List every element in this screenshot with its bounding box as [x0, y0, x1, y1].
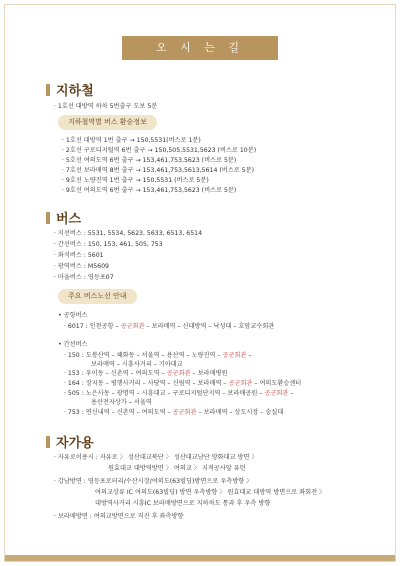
subway-transfer-line: · 9호선 여의도역 6번 출구 → 153,461,753,5623 (버스로 5분)	[62, 187, 237, 194]
subway-main-line: · 1호선 대방역 하차 5번출구 도보 5분	[54, 103, 158, 110]
airport-bus-route	[64, 321, 274, 330]
bus-line: · 광역버스 : M5609	[54, 263, 109, 270]
trunk-bus-route	[64, 378, 301, 387]
route-highlight: 공군회관	[264, 390, 289, 397]
route-text: · 153 : 우이동 – 신촌역 – 여의도역 –	[64, 370, 167, 377]
route-text: · 505 : 노은사동 – 광명역 – 시흥대교 – 구로디지털단지역 – 보라매공원 –	[64, 390, 265, 397]
bus-line: · 지선버스 : 5531, 5534, 5623, 5633, 6513, 6514	[54, 230, 203, 237]
trunk-bus-route	[91, 397, 152, 406]
subway-transfer-line: · 5호선 여의도역 6번 출구 → 153,461,753,5623 (버스로 5분)	[62, 157, 237, 164]
car-route-line: 대방역사거리 시흥IC 보라매방면으로 지하차도 통과 후 우측 방향	[95, 500, 271, 507]
route-text: – 여의도환승센터	[252, 380, 302, 387]
trunk-bus-route	[91, 359, 183, 368]
subway-heading	[46, 80, 94, 99]
section-marker-icon	[46, 84, 50, 96]
bus-line: · 마을버스 : 영등포07	[54, 274, 114, 281]
route-highlight: 공군회관	[120, 323, 145, 330]
trunk-bus-route	[64, 350, 252, 359]
car-route-line: 여의교상류 IC 여의도(63빌딩) 방면 우측방향 〉 원효대교 대방역 방면으로 좌회전 〉	[95, 489, 326, 496]
route-text: –	[246, 352, 252, 359]
subway-transfer-line: · 1호선 대방역 1번 출구 → 150,5531(버스로 1분)	[62, 137, 201, 144]
car-heading	[46, 432, 94, 451]
trunk-bus-route	[64, 388, 293, 397]
airport-bus-heading: • 공항버스	[58, 312, 88, 319]
car-route-line: · 강남방면 : 영등포로터리/수산시장/여의도(63빌딩)방면으로 우측방향 〉	[54, 478, 253, 485]
trunk-bus-route	[64, 368, 227, 377]
car-route-line: · 보라매방면 : 여의교방면으로 직진 후 좌측방향	[54, 513, 184, 520]
bus-line: · 좌석버스 : 5601	[54, 252, 104, 259]
route-text: –	[288, 390, 294, 397]
subway-heading-text: 지하철	[56, 84, 94, 99]
bus-route-label: 주요 버스노선 안내	[58, 289, 137, 304]
route-text: · 164 : 장지동 – 평행사거리 – 사당역 – 신림역 – 보라매역 –	[64, 380, 229, 387]
trunk-bus-heading: • 간선버스	[58, 341, 88, 348]
bus-heading-text: 버스	[56, 212, 82, 227]
car-route-line: · 자유로이용시 : 자유로 〉 성산대교북단 〉 성산대교남단 양화대교 방면 〉	[54, 454, 258, 461]
route-highlight: 공군회관	[228, 380, 253, 387]
car-heading-text: 자가용	[56, 436, 94, 451]
route-highlight: 공군회관	[222, 352, 247, 359]
subway-transfer-line: · 2호선 구로디지털역 6번 출구 → 150,505,5531,5623 (버스로 10분)	[62, 147, 257, 154]
subway-transfer-line: · 7호선 보라매역 8번 출구 → 153,461,753,5613,5614 (버스로 5분)	[62, 167, 255, 174]
bus-heading	[46, 208, 81, 227]
route-text: · 753 : 연신내역 – 신촌역 – 여의도역 –	[64, 409, 173, 416]
route-text: – 보라매병원	[190, 370, 228, 377]
route-text: · 6017 : 인천공항 –	[64, 323, 121, 330]
route-text: – 보라매역 – 상도시장 – 숭실대	[196, 409, 284, 416]
route-text: 보라매역 – 시흥사거리 – 기아대교	[91, 361, 183, 368]
route-text: · 150 : 도봉산역 – 혜화동 – 서울역 – 용산역 – 노량진역 –	[64, 352, 223, 359]
subway-transfer-line: · 9호선 노량진역 1번 출구 → 150,5531 (버스로 5분)	[62, 177, 209, 184]
section-marker-icon	[46, 436, 50, 448]
bus-line: · 간선버스 : 150, 153, 461, 505, 753	[54, 241, 163, 248]
section-marker-icon	[46, 212, 50, 224]
trunk-bus-route	[64, 407, 283, 416]
page-title: 오 시 는 길	[122, 36, 278, 60]
frame-bottom-band	[5, 555, 395, 561]
route-text: 용산전자상가 – 서울역	[91, 399, 152, 406]
route-text: – 보라매역 – 신대방역 – 낙성대 – 호암교수회관	[144, 323, 275, 330]
car-route-line: 원효대교 대방역방면 〉 여의교 〉 지적공사앞 유턴	[108, 465, 246, 472]
route-highlight: 공군회관	[166, 370, 191, 377]
route-highlight: 공군회관	[172, 409, 197, 416]
subway-transfer-label: 지하철역별 버스 환승정보	[58, 115, 157, 130]
